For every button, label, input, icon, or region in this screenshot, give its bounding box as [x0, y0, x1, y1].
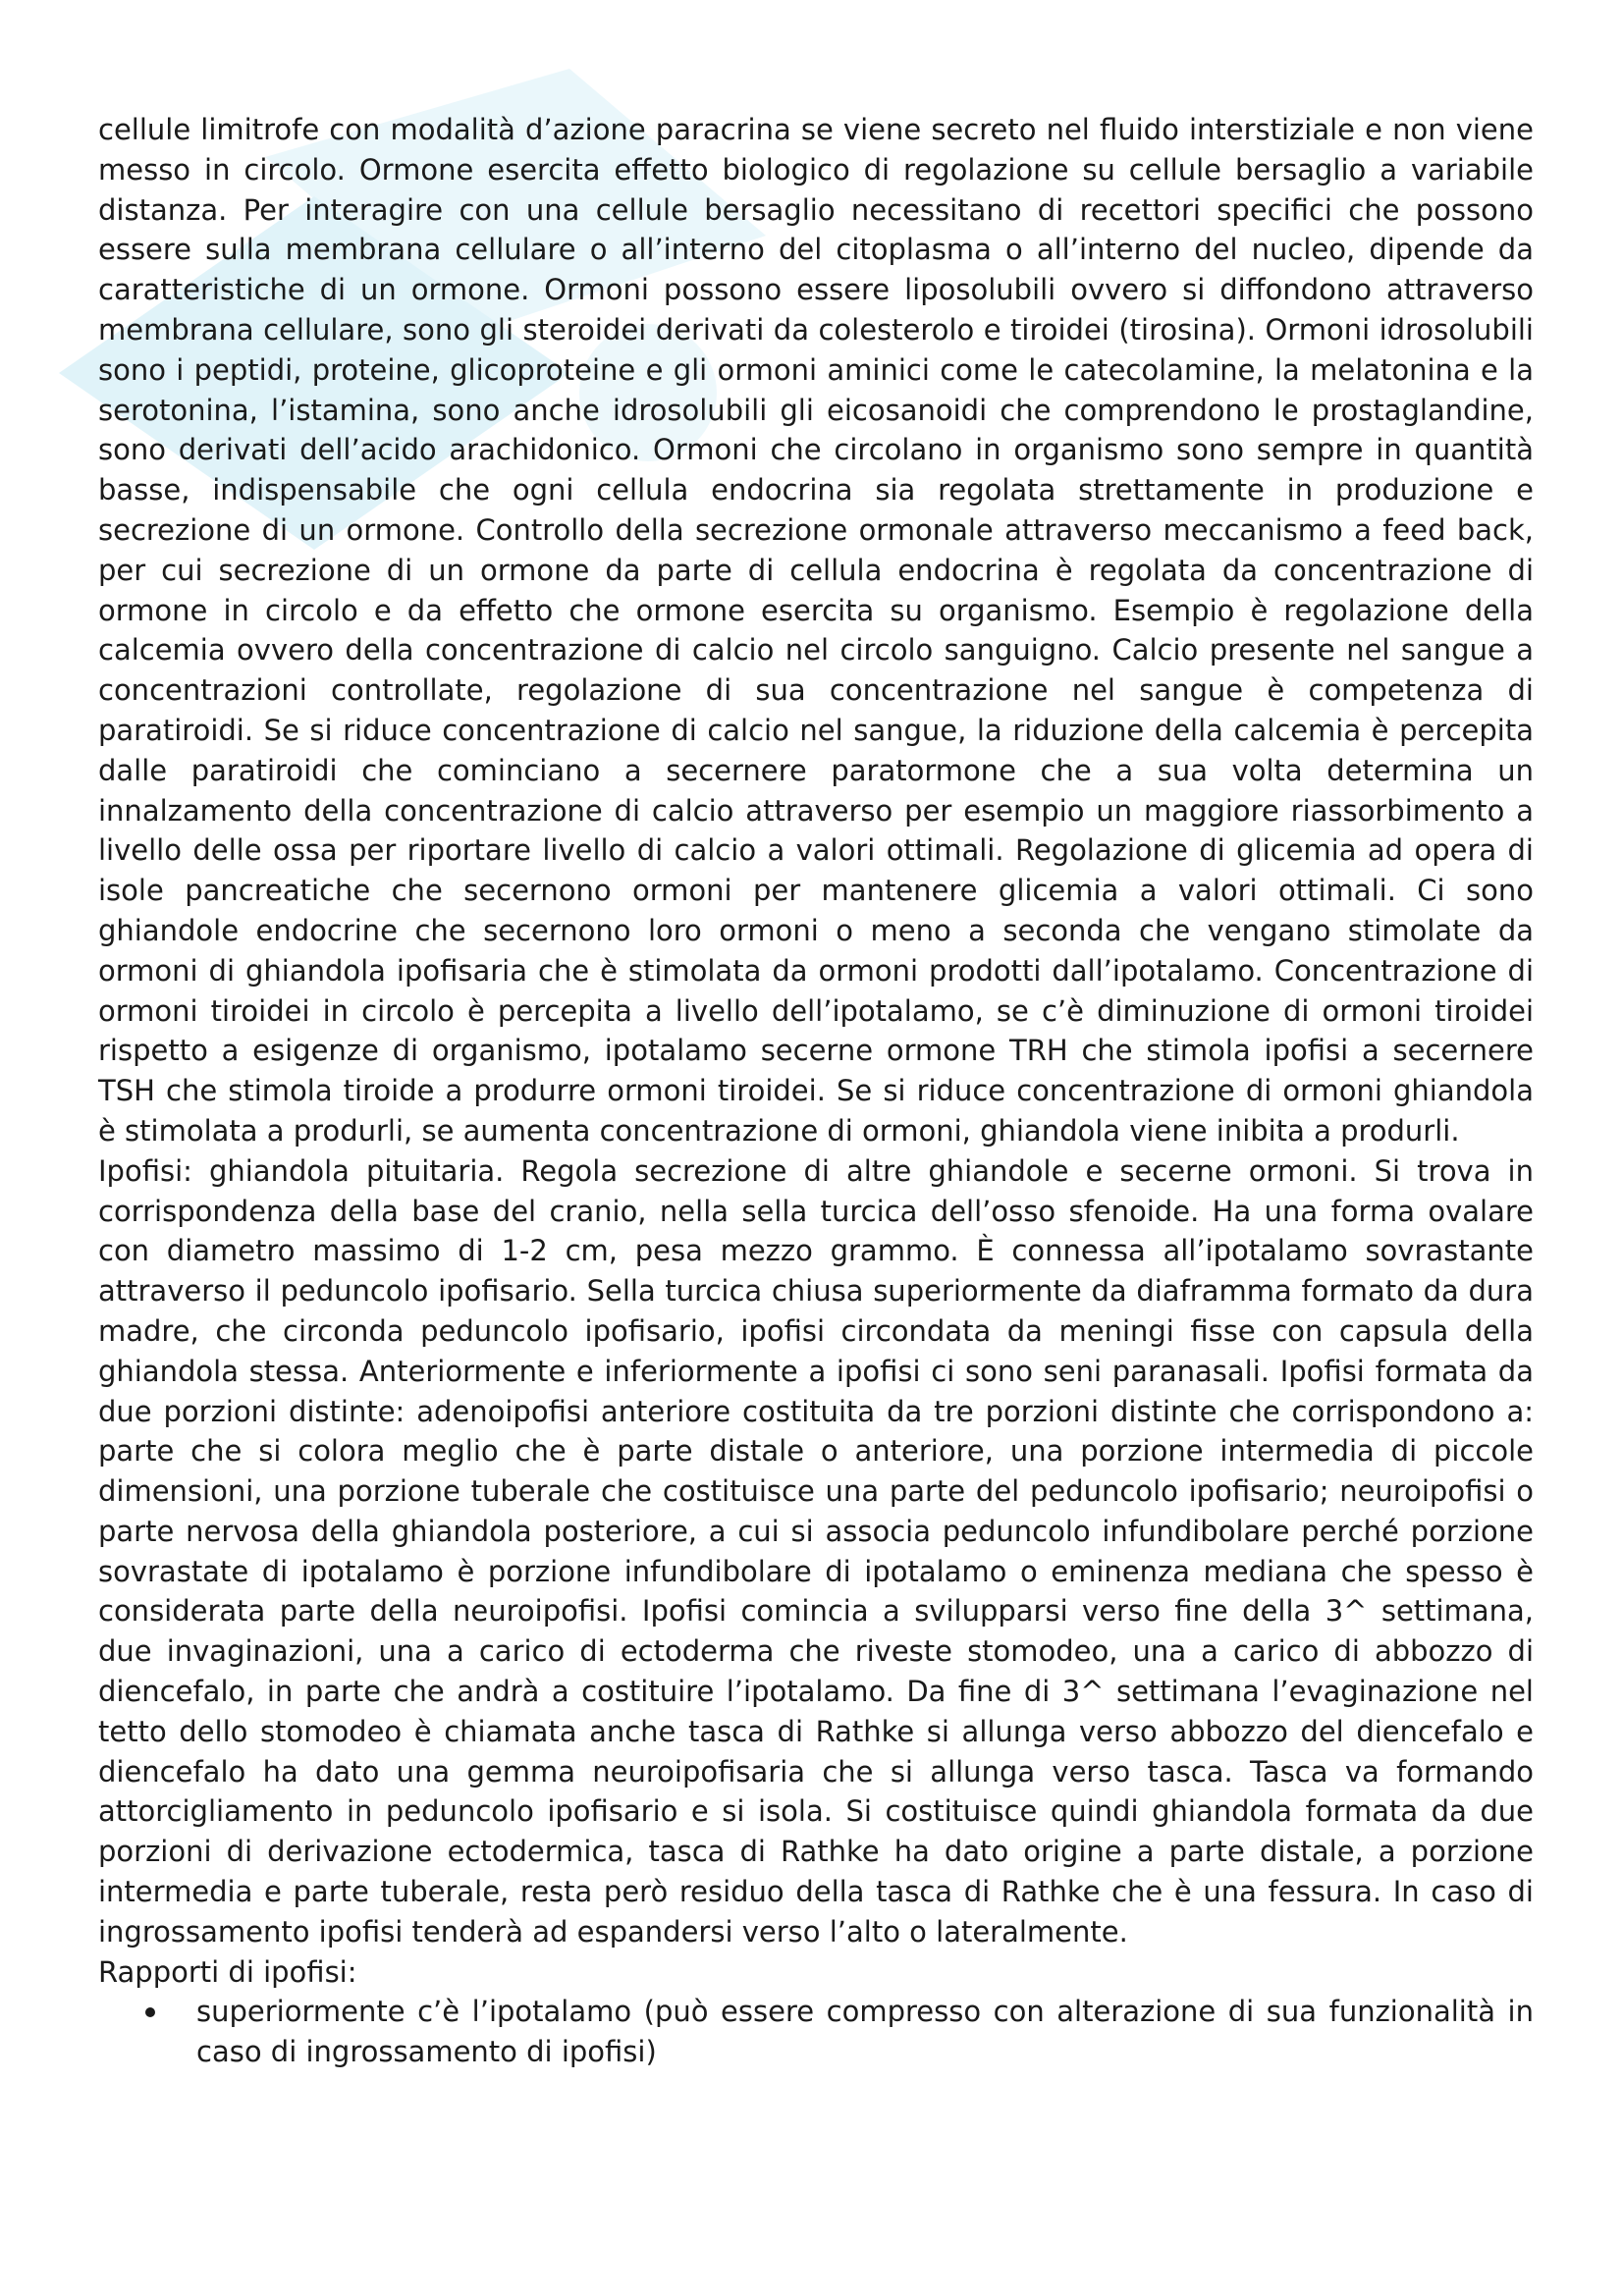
list-item [98, 1992, 1534, 2072]
paragraph-hormones: cellule limitrofe con modalità d’azione paracrina se viene secreto nel fluido interstiziale e non viene messo in circolo. Ormone esercita effetto biologico di regolazione su cellule bersaglio a variabile distanza. Per interagire con una cellule bersaglio necessitano di recettori specifici che possono essere sulla membrana cellulare o all’interno del citoplasma o all’interno del nucleo, dipende da caratteristiche di un ormone. Ormoni possono essere liposolubili ovvero si diffondono attraverso membrana cellulare, sono gli steroidei derivati da colesterolo e tiroidei (tirosina). Ormoni idrosolubili sono i peptidi, proteine, glicoproteine e gli ormoni aminici come le catecolamine, la melatonina e la serotonina, l’istamina, sono anche idrosolubili gli eicosanoidi che comprendono le prostaglandine, sono derivati dell’acido arachidonico. Ormoni che circolano in organismo sono sempre in quantità basse, indispensabile che ogni cellula endocrina sia regolata strettamente in produzione e secrezione di un ormone. Controllo della secrezione ormonale attraverso meccanismo a feed back, per cui secrezione di un ormone da parte di cellula endocrina è regolata da concentrazione di ormone in circolo e da effetto che ormone esercita su organismo. Esempio è regolazione della calcemia ovvero della concentrazione di calcio nel circolo sanguigno. Calcio presente nel sangue a concentrazioni controllate, regolazione di sua concentrazione nel sangue è competenza di paratiroidi. Se si riduce concentrazione di calcio nel sangue, la riduzione della calcemia è percepita dalle paratiroidi che cominciano a secernere paratormone che a sua volta determina un innalzamento della concentrazione di calcio attraverso per esempio un maggiore riassorbimento a livello delle ossa per riportare livello di calcio a valori ottimali. Regolazione di glicemia ad opera di isole pancreatiche che secernono ormoni per mantenere glicemia a valori ottimali. Ci sono ghiandole endocrine che secernono loro ormoni o meno a seconda che vengano stimolate da ormoni di ghiandola ipofisaria che è stimolata da ormoni prodotti dall’ipotalamo. Concentrazione di ormoni tiroidei in circolo è percepita a livello dell’ipotalamo, se c’è diminuzione di ormoni tiroidei rispetto a esigenze di organismo, ipotalamo secerne ormone TRH che stimola ipofisi a secernere TSH che stimola tiroide a produrre ormoni tiroidei. Se si riduce concentrazione di ormoni ghiandola è stimolata a produrli, se aumenta concentrazione di ormoni, ghiandola viene inibita a produrli. [98, 113, 1534, 1148]
paragraph-rapporti-heading: Rapporti di ipofisi: [98, 1954, 357, 1989]
paragraph-ipofisi: Ipofisi: ghiandola pituitaria. Regola secrezione di altre ghiandole e secerne ormoni. Si trova in corrispondenza della base del cranio, nella sella turcica dell’osso sfenoide. Ha una forma ovalare con diametro massimo di 1-2 cm, pesa mezzo grammo. È connessa all’ipotalamo sovrastante attraverso il peduncolo ipofisario. Sella turcica chiusa superiormente da diaframma formato da dura madre, che circonda peduncolo ipofisario, ipofisi circondata da meningi fisse con capsula della ghiandola stessa. Anteriormente e inferiormente a ipofisi ci sono seni paranasali. Ipofisi formata da due porzioni distinte: adenoipofisi anteriore costituita da tre porzioni distinte che corrispondono a: parte che si colora meglio che è parte distale o anteriore, una porzione intermedia di piccole dimensioni, una porzione tuberale che costituisce una parte del peduncolo ipofisario; neuroipofisi o parte nervosa della ghiandola posteriore, a cui si associa peduncolo infundibolare perché porzione sovrastate di ipotalamo è porzione infundibolare di ipotalamo o eminenza mediana che spesso è considerata parte della neuroipofisi. Ipofisi comincia a svilupparsi verso fine della 3^ settimana, due invaginazioni, una a carico di ectoderma che riveste stomodeo, una a carico di abbozzo di diencefalo, in parte che andrà a costituire l’ipotalamo. Da fine di 3^ settimana l’evaginazione nel tetto dello stomodeo è chiamata anche tasca di Rathke si allunga verso abbozzo del diencefalo e diencefalo ha dato una gemma neuroipofisaria che si allunga verso tasca. Tasca va formando attorcigliamento in peduncolo ipofisario e si isola. Si costituisce quindi ghiandola formata da due porzioni di derivazione ectodermica, tasca di Rathke ha dato origine a parte distale, a porzione intermedia e parte tuberale, resta però residuo della tasca di Rathke che è una fessura. In caso di ingrossamento ipofisi tenderà ad espandersi verso l’alto o lateralmente. [98, 1153, 1534, 1949]
bullet-icon [145, 2007, 155, 2017]
document-body [98, 110, 1534, 2072]
rapporti-list [98, 1992, 1534, 2072]
list-item-text: superiormente c’è l’ipotalamo (può essere compresso con alterazione di sua funzionalità in caso di ingrossamento di ipofisi) [196, 1995, 1534, 2069]
